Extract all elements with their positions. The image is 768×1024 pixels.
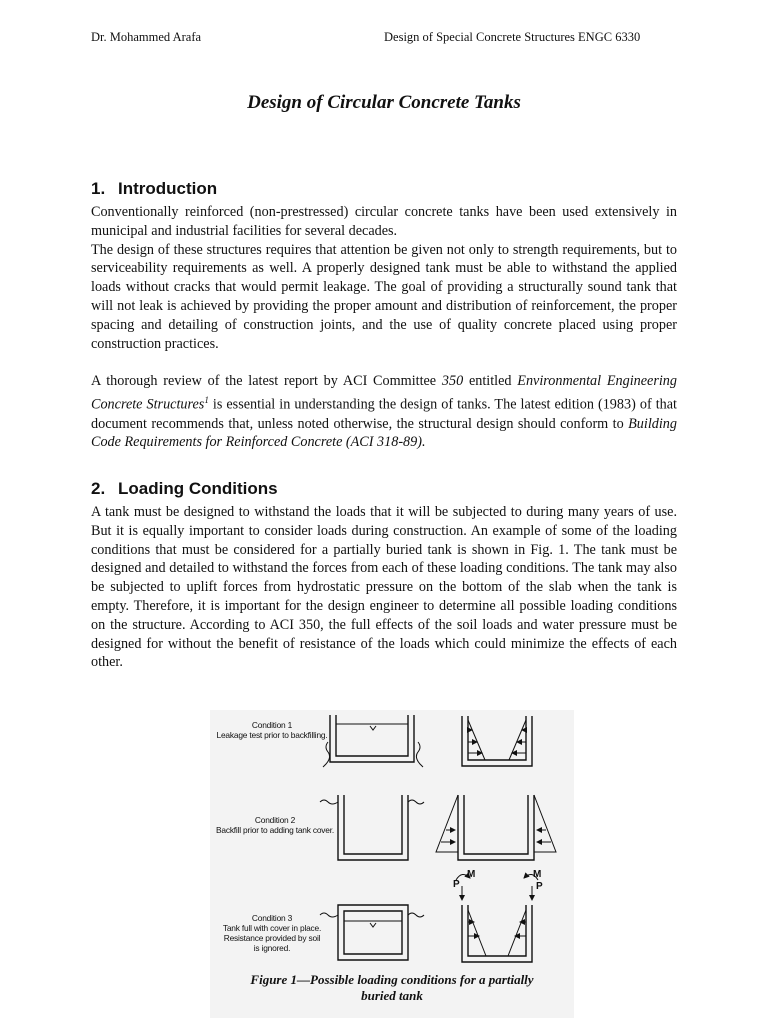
figure-caption: Figure 1—Possible loading conditions for a partially buried tank (250, 972, 534, 1003)
moment-label-left: M (467, 869, 476, 880)
section-number: 2. (91, 479, 106, 498)
header-author: Dr. Mohammed Arafa (91, 30, 202, 44)
condition-description: Resistance provided by soil (223, 933, 321, 943)
paragraph-aci-review: A thorough review of the latest report by ACI Committee 350 entitled Environmental Engineering Concrete Structures$^1$ is essential in understanding the design of tanks. The latest edition (1983) of that document recommends that, unless noted otherwise, the structural design should conform to Building Code Requirements for Reinforced Concrete (ACI 318-89). (91, 373, 677, 451)
paragraph: Conventionally reinforced (non-prestressed) circular concrete tanks have been used extensively in municipal and industrial facilities for several decades. (91, 204, 677, 239)
condition-description: Leakage test prior to backfilling. (216, 730, 328, 740)
tank-condition-1 (323, 715, 423, 767)
paragraph: The design of these structures requires that attention be given not only to strength requirements, but to serviceability requirements as well. A properly designed tank must be able to withstand the applied loads without cracks that would permit leakage. The goal of providing a structurally sound tank that will not leak is achieved by providing the proper amount and distribution of reinforcement, the proper spacing and detailing of construction joints, and the use of quality concrete placed using proper construction practices. (91, 241, 677, 352)
header-course: Design of Special Concrete Structures ENGC 6330 (384, 30, 641, 44)
section-heading-introduction (91, 179, 217, 199)
moment-label-right: M (533, 869, 542, 880)
condition-title: Condition 2 (254, 815, 296, 825)
loading-conditions-body (91, 503, 677, 672)
condition-1-label (212, 720, 332, 740)
condition-description: Backfill prior to adding tank cover. (215, 825, 335, 835)
figure-loading-conditions (210, 710, 574, 1018)
footnote-ref: 1 (204, 394, 209, 405)
section-title: Loading Conditions (118, 479, 278, 498)
force-label-right: P (536, 881, 543, 892)
code-title: Building Code Requirements for Reinforced Concrete (ACI 318-89). (91, 415, 677, 451)
condition-description: is ignored. (253, 943, 291, 953)
load-diagram-condition-1 (462, 716, 532, 766)
condition-title: Condition 3 (251, 913, 293, 923)
page-title: Design of Circular Concrete Tanks (247, 92, 521, 113)
condition-3-label (212, 913, 332, 953)
load-diagram-condition-3 (456, 874, 538, 962)
condition-description: Tank full with cover in place. (222, 923, 322, 933)
committee-number: 350 (441, 373, 464, 390)
force-label-left: P (453, 879, 460, 890)
paragraph: A tank must be designed to withstand the loads that it will be subjected to during many years of use. But it is equally important to consider loads during construction. An example of some of the loading conditions that must be considered for a partially buried tank is shown in Fig. 1. The tank must be designed and detailed to withstand the forces from each of these loading conditions. The tank may also be subjected to uplift forces from hydrostatic pressure on the bottom of the slab when the tank is empty. Therefore, it is important for the design engineer to determine all possible loading conditions on the structure. According to ACI 350, the full effects of the soil loads and water pressure must be designed for without the benefit of resistance of the loads which could minimize the effects of each other. (91, 504, 677, 671)
condition-title: Condition 1 (251, 720, 293, 730)
section-number: 1. (91, 179, 106, 198)
section-heading-loading-conditions (91, 479, 278, 499)
report-title: Environmental Engineering Concrete Structures (91, 373, 677, 413)
condition-2-label (212, 815, 338, 835)
tank-condition-3 (320, 905, 424, 960)
introduction-body (91, 203, 677, 452)
section-title: Introduction (118, 179, 218, 198)
load-diagram-condition-2 (436, 795, 556, 860)
